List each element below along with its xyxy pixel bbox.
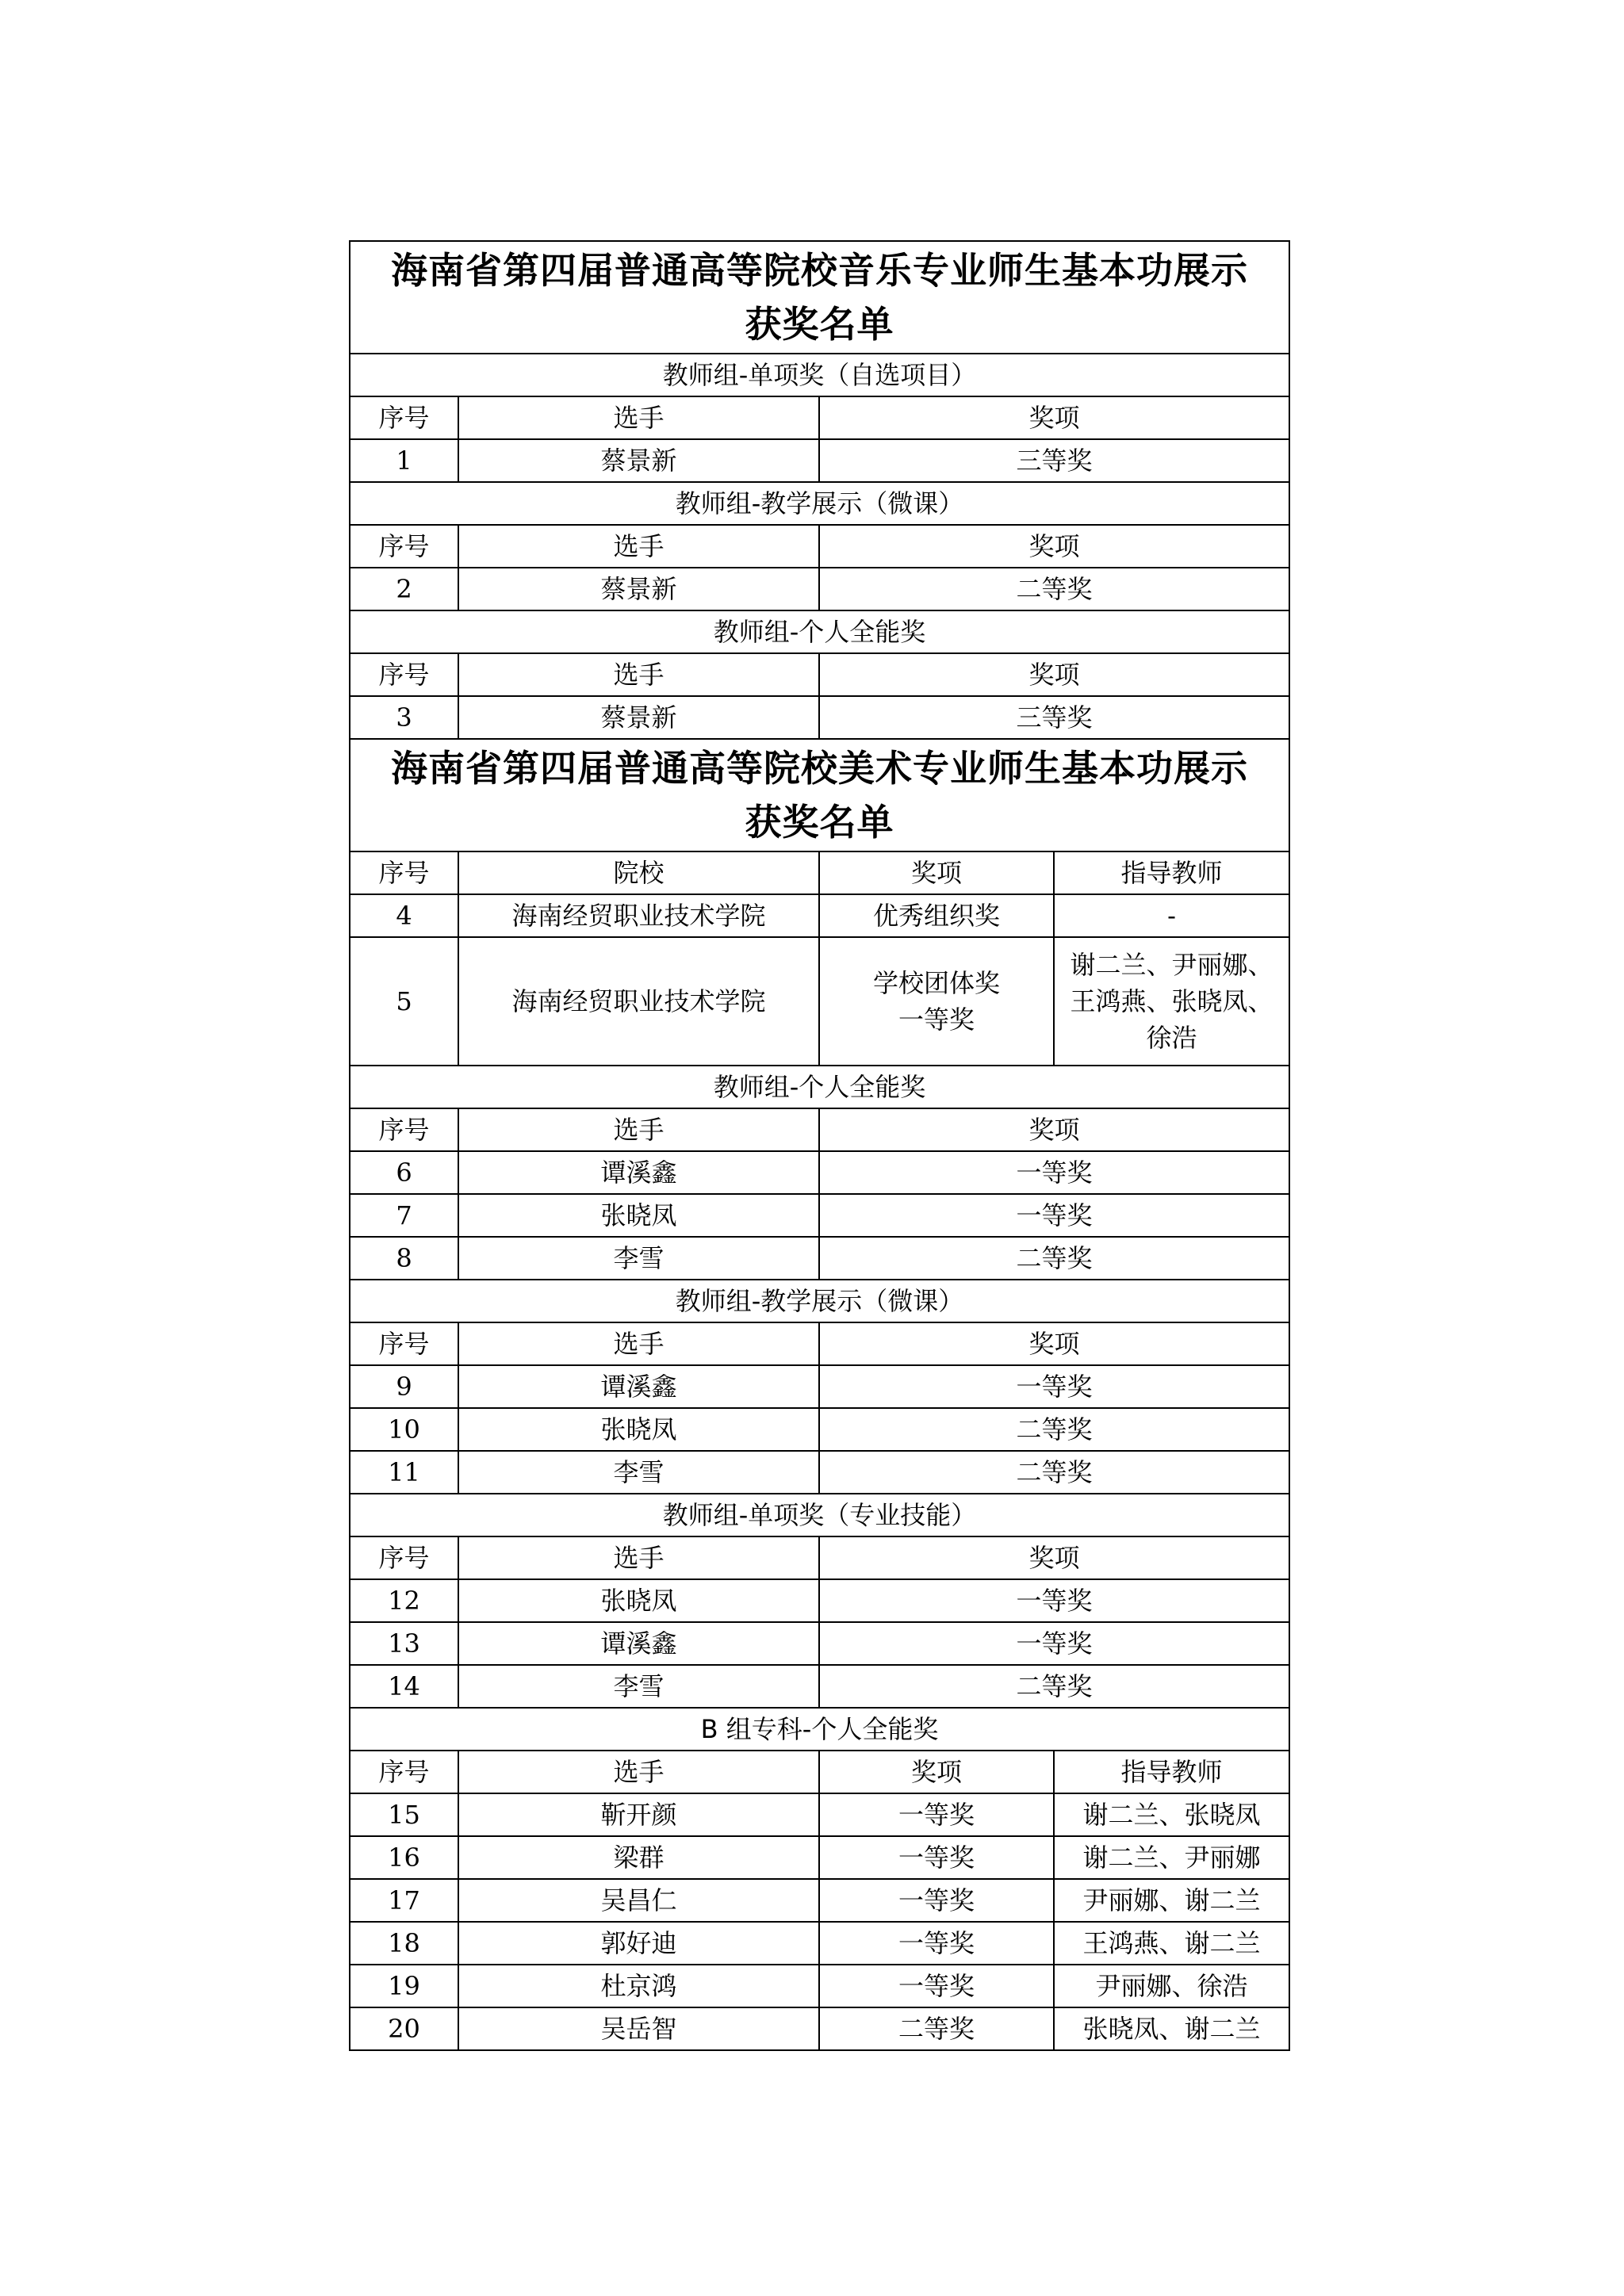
row-award: 二等奖 — [819, 1665, 1289, 1708]
section-heading-cell: 教师组-个人全能奖 — [350, 610, 1289, 653]
header-award: 奖项 — [819, 396, 1289, 439]
row-teacher: 王鸿燕、谢二兰 — [1054, 1922, 1289, 1965]
header-no: 序号 — [350, 1536, 458, 1579]
row-no: 20 — [350, 2007, 458, 2050]
row-award: 一等奖 — [819, 1965, 1054, 2007]
table-row — [350, 2007, 1289, 2050]
row-name: 蔡景新 — [458, 439, 819, 482]
row-no: 12 — [350, 1579, 458, 1622]
header-no: 序号 — [350, 653, 458, 696]
section-heading — [350, 354, 1289, 396]
row-name: 杜京鸿 — [458, 1965, 819, 2007]
row-name: 梁群 — [458, 1836, 819, 1879]
art-title-cell — [350, 739, 1289, 851]
row-teacher: 尹丽娜、谢二兰 — [1054, 1879, 1289, 1922]
header-name: 选手 — [458, 1751, 819, 1793]
column-header-row — [350, 1751, 1289, 1793]
row-name: 靳开颜 — [458, 1793, 819, 1836]
table-row — [350, 1665, 1289, 1708]
header-award: 奖项 — [819, 851, 1054, 894]
row-award: 一等奖 — [819, 1836, 1054, 1879]
column-header-row — [350, 1108, 1289, 1151]
row-award: 二等奖 — [819, 2007, 1054, 2050]
music-title — [350, 241, 1289, 354]
header-no: 序号 — [350, 396, 458, 439]
header-name: 选手 — [458, 396, 819, 439]
row-name: 张晓凤 — [458, 1408, 819, 1451]
header-no: 序号 — [350, 1322, 458, 1365]
column-header-row — [350, 653, 1289, 696]
row-name: 张晓凤 — [458, 1194, 819, 1237]
header-name: 选手 — [458, 525, 819, 568]
table-row — [350, 1922, 1289, 1965]
row-no: 14 — [350, 1665, 458, 1708]
section-heading-cell: 教师组-单项奖（专业技能） — [350, 1494, 1289, 1536]
row-name: 蔡景新 — [458, 696, 819, 739]
row-award: 三等奖 — [819, 439, 1289, 482]
row-no: 7 — [350, 1194, 458, 1237]
row-award: 二等奖 — [819, 568, 1289, 610]
row-award: 优秀组织奖 — [819, 894, 1054, 937]
row-award: 二等奖 — [819, 1408, 1289, 1451]
row-name: 谭溪鑫 — [458, 1151, 819, 1194]
section-heading-cell: 教师组-教学展示（微课） — [350, 482, 1289, 525]
column-header-row — [350, 1322, 1289, 1365]
header-name: 选手 — [458, 1108, 819, 1151]
table-row — [350, 1879, 1289, 1922]
header-award: 奖项 — [819, 525, 1289, 568]
header-award: 奖项 — [819, 1751, 1054, 1793]
row-award: 一等奖 — [819, 1622, 1289, 1665]
row-no: 1 — [350, 439, 458, 482]
row-teacher — [1054, 937, 1289, 1066]
row-no: 11 — [350, 1451, 458, 1494]
table-row — [350, 1408, 1289, 1451]
table-row — [350, 1793, 1289, 1836]
section-heading — [350, 610, 1289, 653]
row-no: 10 — [350, 1408, 458, 1451]
header-teacher: 指导教师 — [1054, 1751, 1289, 1793]
row-name: 谭溪鑫 — [458, 1365, 819, 1408]
header-no: 序号 — [350, 1108, 458, 1151]
section-heading — [350, 1708, 1289, 1751]
row-award: 二等奖 — [819, 1451, 1289, 1494]
row-teacher: 谢二兰、尹丽娜 — [1054, 1836, 1289, 1879]
row-no: 18 — [350, 1922, 458, 1965]
row-name: 李雪 — [458, 1451, 819, 1494]
section-heading-cell: 教师组-教学展示（微课） — [350, 1280, 1289, 1322]
row-award: 一等奖 — [819, 1579, 1289, 1622]
header-name: 选手 — [458, 653, 819, 696]
row-no: 5 — [350, 937, 458, 1066]
table-row — [350, 1965, 1289, 2007]
row-award: 三等奖 — [819, 696, 1289, 739]
table-row — [350, 1579, 1289, 1622]
row-award: 一等奖 — [819, 1194, 1289, 1237]
row-award: 一等奖 — [819, 1922, 1054, 1965]
header-name: 选手 — [458, 1322, 819, 1365]
row-teacher-line-1: 谢二兰、尹丽娜、 — [1070, 950, 1274, 980]
row-name: 李雪 — [458, 1665, 819, 1708]
row-teacher: 谢二兰、张晓凤 — [1054, 1793, 1289, 1836]
music-title-line-2: 获奖名单 — [745, 303, 894, 346]
row-name: 吴岳智 — [458, 2007, 819, 2050]
row-award: 二等奖 — [819, 1237, 1289, 1280]
row-no: 13 — [350, 1622, 458, 1665]
row-award: 一等奖 — [819, 1793, 1054, 1836]
table-row — [350, 1194, 1289, 1237]
header-no: 序号 — [350, 1751, 458, 1793]
table-row — [350, 439, 1289, 482]
table-row — [350, 568, 1289, 610]
header-award: 奖项 — [819, 1536, 1289, 1579]
row-teacher: 张晓凤、谢二兰 — [1054, 2007, 1289, 2050]
column-header-row — [350, 396, 1289, 439]
row-name: 李雪 — [458, 1237, 819, 1280]
header-no: 序号 — [350, 525, 458, 568]
section-heading — [350, 1494, 1289, 1536]
section-heading-cell: 教师组-单项奖（自选项目） — [350, 354, 1289, 396]
row-no: 19 — [350, 1965, 458, 2007]
section-heading — [350, 1066, 1289, 1108]
row-no: 4 — [350, 894, 458, 937]
award-table — [349, 240, 1290, 2051]
table-row — [350, 1622, 1289, 1665]
school-header-row — [350, 851, 1289, 894]
school-row — [350, 894, 1289, 937]
row-no: 15 — [350, 1793, 458, 1836]
header-teacher: 指导教师 — [1054, 851, 1289, 894]
row-teacher-line-3: 徐浩 — [1146, 1023, 1197, 1053]
header-award: 奖项 — [819, 1322, 1289, 1365]
art-title-line-2: 获奖名单 — [745, 801, 894, 844]
header-award: 奖项 — [819, 653, 1289, 696]
row-teacher-line-2: 王鸿燕、张晓凤、 — [1070, 986, 1274, 1016]
row-name: 吴昌仁 — [458, 1879, 819, 1922]
row-award-line-2: 一等奖 — [898, 1004, 975, 1035]
header-name: 选手 — [458, 1536, 819, 1579]
row-award: 一等奖 — [819, 1365, 1289, 1408]
table-row — [350, 1451, 1289, 1494]
music-title-cell — [350, 241, 1289, 354]
row-no: 8 — [350, 1237, 458, 1280]
row-no: 2 — [350, 568, 458, 610]
column-header-row — [350, 525, 1289, 568]
header-award: 奖项 — [819, 1108, 1289, 1151]
table-row — [350, 1237, 1289, 1280]
row-no: 9 — [350, 1365, 458, 1408]
row-teacher: - — [1054, 894, 1289, 937]
row-no: 16 — [350, 1836, 458, 1879]
row-school: 海南经贸职业技术学院 — [458, 894, 819, 937]
award-document — [349, 240, 1289, 2051]
row-no: 17 — [350, 1879, 458, 1922]
table-row — [350, 1836, 1289, 1879]
school-row — [350, 937, 1289, 1066]
row-name: 谭溪鑫 — [458, 1622, 819, 1665]
music-title-line-1: 海南省第四届普通高等院校音乐专业师生基本功展示 — [391, 249, 1248, 292]
row-no: 6 — [350, 1151, 458, 1194]
header-school: 院校 — [458, 851, 819, 894]
table-row — [350, 1365, 1289, 1408]
row-award-line-1: 学校团体奖 — [872, 968, 1000, 998]
section-heading — [350, 482, 1289, 525]
section-heading-cell: B 组专科-个人全能奖 — [350, 1708, 1289, 1751]
table-row — [350, 1151, 1289, 1194]
section-heading — [350, 1280, 1289, 1322]
art-title — [350, 739, 1289, 851]
row-no: 3 — [350, 696, 458, 739]
column-header-row — [350, 1536, 1289, 1579]
row-award: 一等奖 — [819, 1879, 1054, 1922]
row-school: 海南经贸职业技术学院 — [458, 937, 819, 1066]
row-award — [819, 937, 1054, 1066]
art-title-line-1: 海南省第四届普通高等院校美术专业师生基本功展示 — [391, 747, 1248, 790]
header-no: 序号 — [350, 851, 458, 894]
row-teacher: 尹丽娜、徐浩 — [1054, 1965, 1289, 2007]
row-name: 张晓凤 — [458, 1579, 819, 1622]
row-name: 郭好迪 — [458, 1922, 819, 1965]
row-name: 蔡景新 — [458, 568, 819, 610]
section-heading-cell: 教师组-个人全能奖 — [350, 1066, 1289, 1108]
table-row — [350, 696, 1289, 739]
row-award: 一等奖 — [819, 1151, 1289, 1194]
